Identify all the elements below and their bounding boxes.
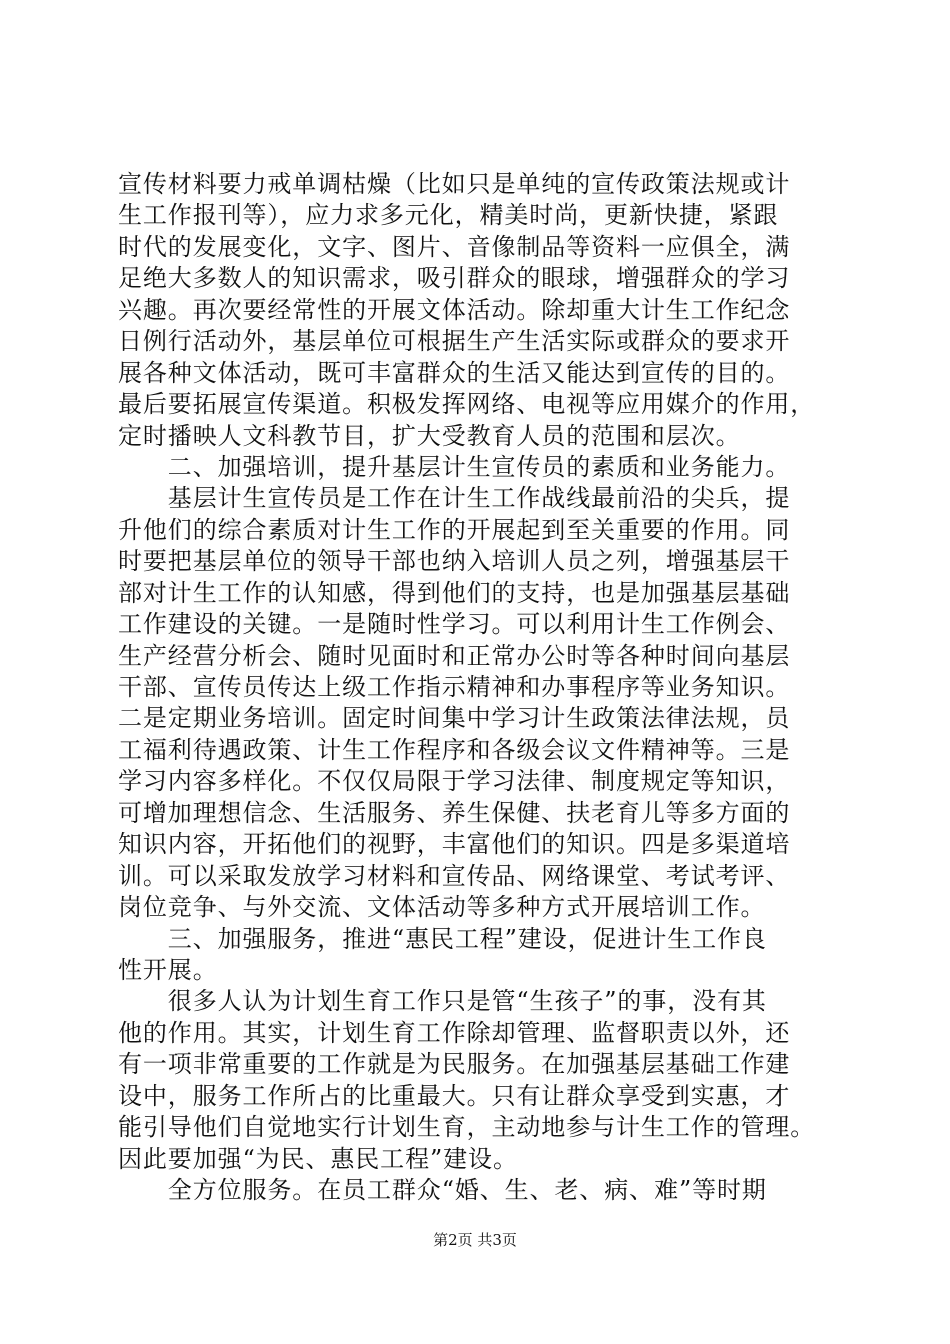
- text-line: 学习内容多样化。不仅仅局限于学习法律、制度规定等知识，: [118, 767, 791, 796]
- text-line: 全方位服务。在员工群众“婚、生、老、病、难”等时期: [118, 1176, 767, 1204]
- text-line: 生工作报刊等），应力求多元化，精美时尚，更新快捷，紧跟: [118, 201, 779, 230]
- text-line: 能引导他们自觉地实行计划生育，主动地参与计生工作的管理。: [118, 1113, 816, 1142]
- text-line: 训。可以采取发放学习材料和宣传品、网络课堂、考试考评、: [118, 861, 791, 890]
- text-line: 部对计生工作的认知感，得到他们的支持，也是加强基层基础: [118, 578, 791, 607]
- document-body: [118, 169, 838, 1206]
- text-line: 基层计生宣传员是工作在计生工作战线最前沿的尖兵，提: [118, 484, 791, 513]
- text-line: 展各种文体活动，既可丰富群众的生活又能达到宣传的目的。: [118, 358, 791, 387]
- text-line: 兴趣。再次要经常性的开展文体活动。除却重大计生工作纪念: [118, 295, 791, 324]
- text-line: 岗位竞争、与外交流、文体活动等多种方式开展培训工作。: [118, 893, 766, 922]
- text-line: 二是定期业务培训。固定时间集中学习计生政策法律法规，员: [118, 704, 791, 733]
- text-line: 干部、宣传员传达上级工作指示精神和办事程序等业务知识。: [118, 673, 791, 701]
- text-line: 工福利待遇政策、计生工作程序和各级会议文件精神等。三是: [118, 735, 791, 764]
- text-line: 有一项非常重要的工作就是为民服务。在加强基层基础工作建: [118, 1050, 791, 1079]
- text-line: 设中，服务工作所占的比重最大。只有让群众享受到实惠，才: [118, 1081, 791, 1110]
- page-footer: 第2页 共3页: [433, 1231, 517, 1249]
- text-line: 定时播映人文科教节目，扩大受教育人员的范围和层次。: [118, 421, 741, 450]
- text-line: 宣传材料要力戒单调枯燥（比如只是单纯的宣传政策法规或计: [118, 170, 791, 198]
- text-line: 可增加理想信念、生活服务、养生保健、扶老育儿等多方面的: [118, 798, 791, 827]
- text-line: 生产经营分析会、随时见面时和正常办公时等各种时间向基层: [118, 641, 791, 670]
- text-line: 工作建设的关键。一是随时性学习。可以利用计生工作例会、: [118, 610, 791, 639]
- text-line: 因此要加强“为民、惠民工程”建设。: [118, 1144, 518, 1173]
- text-line: 二、加强培训，提升基层计生宣传员的素质和业务能力。: [118, 452, 791, 481]
- text-line: 知识内容，开拓他们的视野，丰富他们的知识。四是多渠道培: [118, 830, 791, 859]
- text-line: 他的作用。其实，计划生育工作除却管理、监督职责以外，还: [118, 1018, 791, 1047]
- text-line: 三、加强服务，推进“惠民工程”建设，促进计生工作良: [118, 924, 767, 953]
- text-line: 很多人认为计划生育工作只是管“生孩子”的事，没有其: [118, 987, 767, 1016]
- text-line: 足绝大多数人的知识需求，吸引群众的眼球，增强群众的学习: [118, 264, 791, 293]
- text-line: 日例行活动外，基层单位可根据生产生活实际或群众的要求开: [118, 327, 791, 356]
- text-line: 升他们的综合素质对计生工作的开展起到至关重要的作用。同: [118, 515, 791, 544]
- text-line: 时要把基层单位的领导干部也纳入培训人员之列，增强基层干: [118, 547, 791, 576]
- text-line: 性开展。: [118, 955, 218, 984]
- text-line: 时代的发展变化，文字、图片、音像制品等资料一应俱全，满: [118, 232, 791, 261]
- text-line: 最后要拓展宣传渠道。积极发挥网络、电视等应用媒介的作用，: [118, 390, 816, 419]
